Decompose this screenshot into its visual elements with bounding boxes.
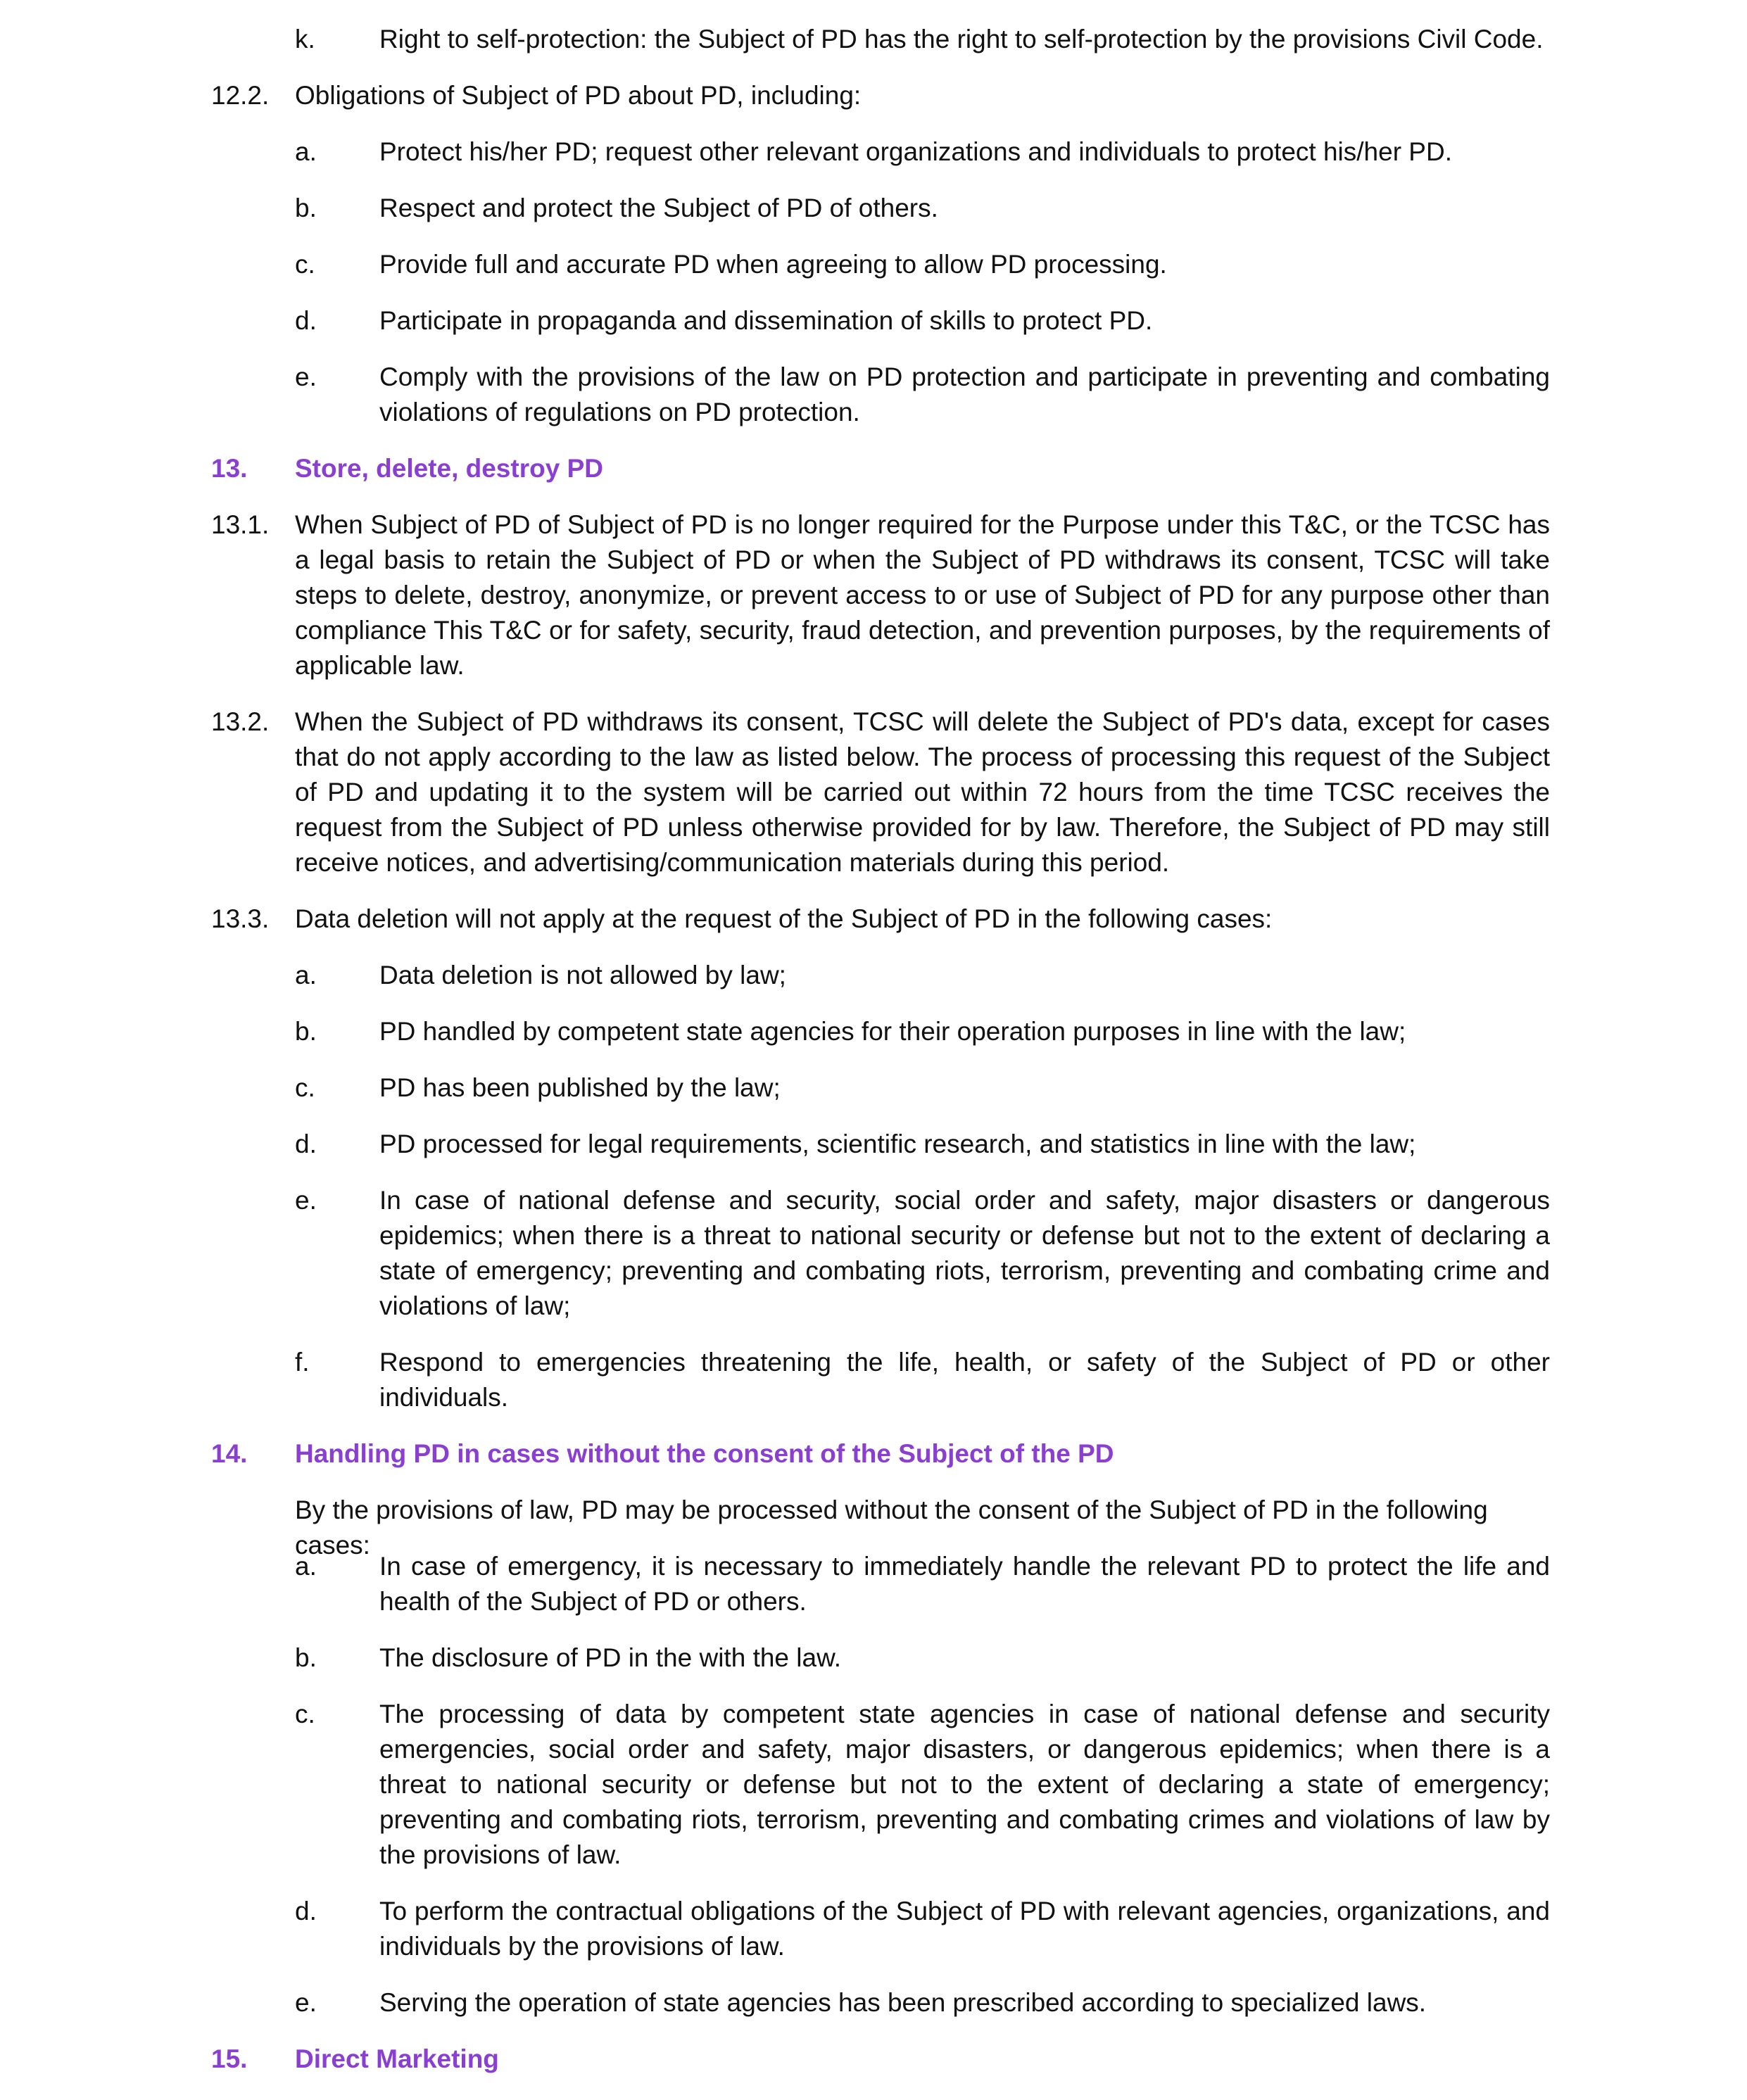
item-marker: e. bbox=[295, 1988, 317, 2017]
item-text: Comply with the provisions of the law on PD protection and participate in preventing and combating violations of regulations on PD protection. bbox=[379, 362, 1550, 426]
item-marker: a. bbox=[295, 961, 317, 989]
item-marker: f. bbox=[295, 1348, 310, 1377]
item-marker: e. bbox=[295, 1186, 317, 1215]
item-text: PD has been published by the law; bbox=[379, 1073, 781, 1102]
item-text: In case of emergency, it is necessary to immediately handle the relevant PD to protect the life and health of the Subject of PD or others. bbox=[379, 1552, 1550, 1616]
heading-number: 14. bbox=[211, 1439, 248, 1468]
item-marker: d. bbox=[295, 306, 317, 335]
section-number: 12.2. bbox=[211, 81, 270, 110]
section-number: 13.2. bbox=[211, 707, 270, 736]
item-text: The disclosure of PD in the with the law. bbox=[379, 1643, 842, 1672]
item-text: Data deletion is not allowed by law; bbox=[379, 961, 786, 989]
item-marker: a. bbox=[295, 137, 317, 166]
item-text: Respond to emergencies threatening the life, health, or safety of the Subject of PD or other individuals. bbox=[379, 1348, 1550, 1412]
item-marker: c. bbox=[295, 1073, 315, 1102]
item-text: Participate in propaganda and dissemination of skills to protect PD. bbox=[379, 306, 1153, 335]
section-number: 13.3. bbox=[211, 904, 270, 933]
item-marker: b. bbox=[295, 1643, 317, 1672]
section-text: When Subject of PD of Subject of PD is no longer required for the Purpose under this T&C, or the TCSC has a legal basis to retain the Subject of PD or when the Subject of PD withdraws its consent, TCSC will take steps to delete, destroy, anonymize, or prevent access to or use of Subject of PD for any purpose other than compliance This T&C or for safety, security, fraud detection, and prevention purposes, by the requirements of applicable law. bbox=[295, 510, 1550, 680]
section-text: Obligations of Subject of PD about PD, including: bbox=[295, 81, 862, 110]
item-text: PD handled by competent state agencies for their operation purposes in line with the law; bbox=[379, 1017, 1406, 1046]
item-marker: b. bbox=[295, 1017, 317, 1046]
heading-number: 15. bbox=[211, 2044, 248, 2073]
item-marker: c. bbox=[295, 250, 315, 279]
item-text: Protect his/her PD; request other relevant organizations and individuals to protect his/her PD. bbox=[379, 137, 1452, 166]
item-marker: k. bbox=[295, 25, 315, 53]
item-text: PD processed for legal requirements, scientific research, and statistics in line with the law; bbox=[379, 1130, 1416, 1158]
heading-title: Direct Marketing bbox=[295, 2044, 499, 2073]
section-number: 13.1. bbox=[211, 510, 270, 539]
item-marker: d. bbox=[295, 1130, 317, 1158]
heading-title: Store, delete, destroy PD bbox=[295, 454, 603, 483]
intro-text: By the provisions of law, PD may be processed without the consent of the Subject of PD in the following cases: bbox=[295, 1495, 1488, 1560]
item-marker: e. bbox=[295, 362, 317, 391]
heading-number: 13. bbox=[211, 454, 248, 483]
item-text: Respect and protect the Subject of PD of others. bbox=[379, 194, 938, 222]
item-marker: d. bbox=[295, 1897, 317, 1925]
item-text: Provide full and accurate PD when agreeing to allow PD processing. bbox=[379, 250, 1167, 279]
item-text: In case of national defense and security, social order and safety, major disasters or dangerous epidemics; when there is a threat to national security or defense but not to the extent of declaring a state of emergency; preventing and combating riots, terrorism, preventing and combating crime and violations of law; bbox=[379, 1186, 1550, 1320]
item-text: To perform the contractual obligations of the Subject of PD with relevant agencies, organizations, and individuals by the provisions of law. bbox=[379, 1897, 1550, 1961]
item-marker: c. bbox=[295, 1700, 315, 1728]
section-text: When the Subject of PD withdraws its consent, TCSC will delete the Subject of PD's data, except for cases that do not apply according to the law as listed below. The process of processing this request of the Subject of PD and updating it to the system will be carried out within 72 hours from the time TCSC receives the request from the Subject of PD unless otherwise provided for by law. Therefore, the Subject of PD may still receive notices, and advertising/communication materials during this period. bbox=[295, 707, 1550, 877]
item-marker: b. bbox=[295, 194, 317, 222]
item-marker: a. bbox=[295, 1552, 317, 1581]
item-text: Right to self-protection: the Subject of PD has the right to self-protection by the provisions Civil Code. bbox=[379, 25, 1544, 53]
item-text: Serving the operation of state agencies has been prescribed according to specialized laws. bbox=[379, 1988, 1427, 2017]
item-text: The processing of data by competent state agencies in case of national defense and security emergencies, social order and safety, major disasters, or dangerous epidemics; when there is a threat to national security or defense but not to the extent of declaring a state of emergency; preventing and combating riots, terrorism, preventing and combating crimes and violations of law by the provisions of law. bbox=[379, 1700, 1550, 1869]
section-text: Data deletion will not apply at the request of the Subject of PD in the following cases: bbox=[295, 904, 1273, 933]
heading-title: Handling PD in cases without the consent of the Subject of the PD bbox=[295, 1439, 1114, 1468]
